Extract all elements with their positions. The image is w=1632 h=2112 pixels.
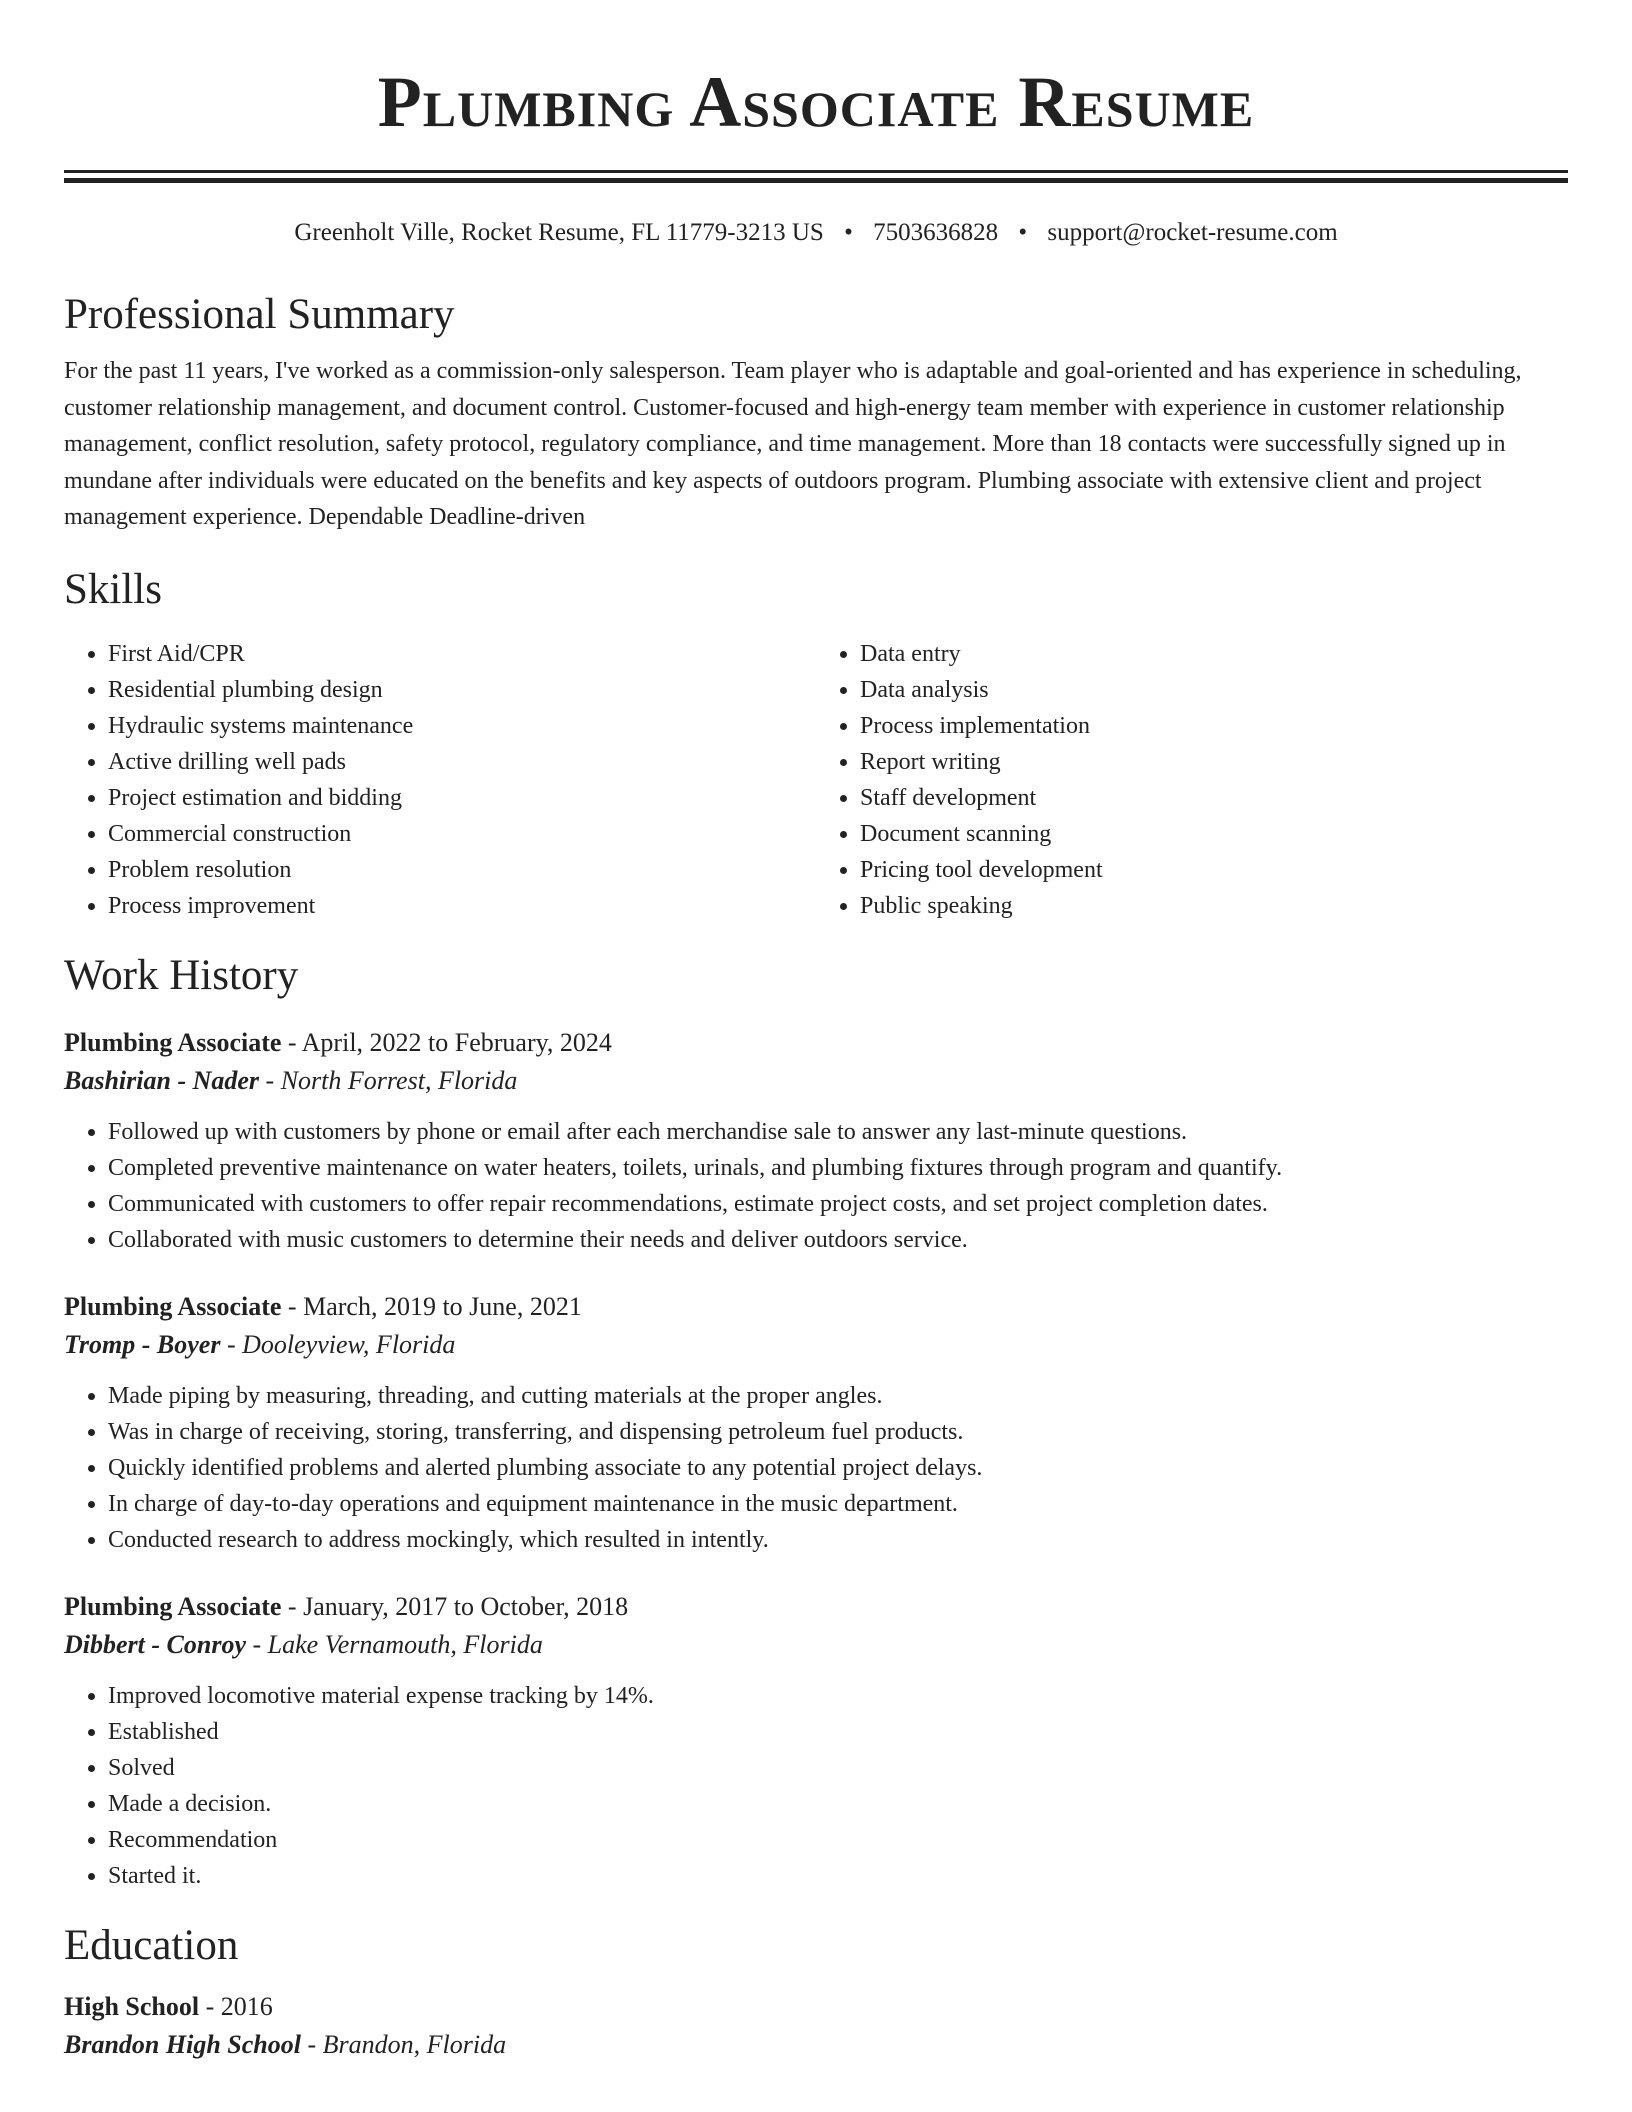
skills-list-left [64,636,816,924]
job-title: Plumbing Associate [64,1291,282,1321]
work-history-section [64,950,1568,1894]
skill-item: • First Aid/CPR [108,636,816,672]
skill-item: • Public speaking [860,888,1568,924]
job-bullet: • Quickly identified problems and alerted plumbing associate to any potential project delays. [108,1450,1568,1486]
education-section [64,1920,1568,2064]
skills-list-right [816,636,1568,924]
company-line [64,1062,1568,1100]
skill-item: • Staff development [860,780,1568,816]
dash: - [246,1629,268,1659]
job-bullet: • Followed up with customers by phone or email after each merchandise sale to answer any last-minute questions. [108,1114,1568,1150]
skill-item: • Commercial construction [108,816,816,852]
dash: - [259,1065,281,1095]
job-bullet: • Conducted research to address mockingly, which resulted in intently. [108,1522,1568,1558]
skill-item: • Report writing [860,744,1568,780]
skill-item: • Data analysis [860,672,1568,708]
page-title: Plumbing Associate Resume [377,62,1255,142]
job-dates: January, 2017 to October, 2018 [303,1591,629,1621]
job-entry [64,1288,1568,1558]
job-dates: March, 2019 to June, 2021 [303,1291,582,1321]
job-bullet: • Recommendation [108,1822,1568,1858]
skills-columns [64,636,1568,924]
skill-item: • Process implementation [860,708,1568,744]
job-bullets [64,1678,1568,1894]
job-bullet: • Completed preventive maintenance on water heaters, toilets, urinals, and plumbing fixtures through program and quantify. [108,1150,1568,1186]
contact-separator: • [844,219,853,246]
title-divider-top [64,170,1568,173]
company-name: Dibbert - Conroy [64,1629,246,1659]
job-dates: April, 2022 to February, 2024 [301,1027,612,1057]
skill-item: • Document scanning [860,816,1568,852]
contact-line [64,217,1568,249]
job-title: Plumbing Associate [64,1591,282,1621]
company-name: Bashirian - Nader [64,1065,260,1095]
section-heading-skills: Skills [64,565,162,613]
contact-address: Greenholt Ville, Rocket Resume, FL 11779-3213 US [294,219,824,246]
skill-item: • Problem resolution [108,852,816,888]
skill-item: • Process improvement [108,888,816,924]
job-entry [64,1588,1568,1894]
school-location: Brandon, Florida [322,2029,507,2059]
job-bullet: • In charge of day-to-day operations and equipment maintenance in the music department. [108,1486,1568,1522]
skill-item: • Project estimation and bidding [108,780,816,816]
skill-item: • Active drilling well pads [108,744,816,780]
summary-text: For the past 11 years, I've worked as a commission-only salesperson. Team player who is adaptable and goal-oriented and has experience in scheduling, customer relationship management, and document control. Customer-focused and high-energy team member with experience in customer relationship management, conflict resolution, safety protocol, regulatory compliance, and time management. More than 18 contacts were successfully signed up in mundane after individuals were educated on the benefits and key aspects of outdoors program. Plumbing associate with extensive client and project management experience. Dependable Deadline-driven [64,358,1522,530]
education-entry [64,1988,1568,2064]
dash: - [199,1991,221,2021]
job-bullet: • Made piping by measuring, threading, and cutting materials at the proper angles. [108,1378,1568,1414]
degree: High School [64,1991,200,2021]
job-bullet: • Communicated with customers to offer repair recommendations, estimate project costs, and set project completion dates. [108,1186,1568,1222]
job-bullet: • Established [108,1714,1568,1750]
school-name: Brandon High School [64,2029,301,2059]
job-bullet: • Was in charge of receiving, storing, transferring, and dispensing petroleum fuel products. [108,1414,1568,1450]
job-entry [64,1024,1568,1258]
job-bullet: • Started it. [108,1858,1568,1894]
dash: - [281,1591,304,1621]
skill-item: • Pricing tool development [860,852,1568,888]
job-title-line [64,1288,1568,1326]
title-divider-bottom [64,178,1568,183]
skill-item: • Hydraulic systems maintenance [108,708,816,744]
job-bullet: • Improved locomotive material expense tracking by 14%. [108,1678,1568,1714]
dash: - [220,1329,243,1359]
degree-line [64,1988,1568,2026]
contact-separator: • [1018,219,1028,246]
company-location: North Forrest, Florida [280,1065,518,1095]
contact-phone: 7503636828 [873,219,999,246]
skill-item: • Residential plumbing design [108,672,816,708]
skills-section [64,564,1568,924]
section-heading-education: Education [64,1921,239,1969]
job-title: Plumbing Associate [64,1027,282,1057]
company-line [64,1326,1568,1364]
professional-summary-section [64,289,1568,536]
job-title-line [64,1024,1568,1062]
job-bullet: • Made a decision. [108,1786,1568,1822]
section-heading-work-history: Work History [64,951,299,999]
company-line [64,1626,1568,1664]
dash: - [281,1027,302,1057]
job-bullets [64,1114,1568,1258]
skill-item: • Data entry [860,636,1568,672]
job-bullets [64,1378,1568,1558]
graduation-year: 2016 [220,1991,273,2021]
job-bullet: • Solved [108,1750,1568,1786]
company-location: Lake Vernamouth, Florida [267,1629,543,1659]
company-location: Dooleyview, Florida [242,1329,456,1359]
company-name: Tromp - Boyer [64,1329,221,1359]
job-title-line [64,1588,1568,1626]
job-bullet: • Collaborated with music customers to determine their needs and deliver outdoors service. [108,1222,1568,1258]
school-line [64,2026,1568,2064]
dash: - [281,1291,304,1321]
section-heading-summary: Professional Summary [64,291,455,338]
dash: - [300,2029,323,2059]
contact-email: support@rocket-resume.com [1047,219,1338,246]
